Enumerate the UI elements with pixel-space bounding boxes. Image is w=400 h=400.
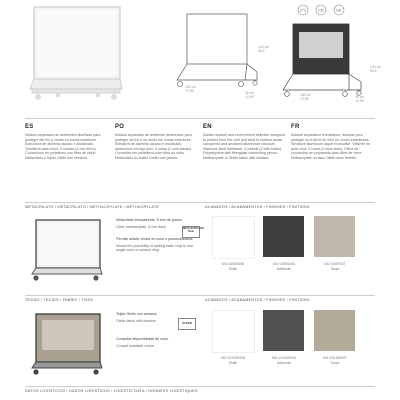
metacrilato-desc2: Permite añadir vinilos en color o personalizados. (116, 237, 194, 242)
logistic-header: DATOS LOGÍSTICOS / DADOS LOGÍSTICOS / LOGISTIC DATA / DONNÉES LOGISTIQUES (25, 389, 198, 393)
swatch-code: MO-V45ES00A (273, 262, 295, 266)
lang-en (203, 124, 285, 161)
swatch-code: MO-VO100E00B (221, 356, 245, 360)
swatch-name: White (228, 267, 238, 271)
swatch-bottom-white (212, 310, 255, 353)
product-image-fabric (30, 312, 110, 377)
cert-badges (293, 3, 363, 17)
swatch-name: Anthracite (276, 267, 292, 271)
lang-fr (291, 124, 375, 161)
lang-text: Module séparateur d'ambiance, dessiné pour protéger du froid et du vent en zones extérieures. Structure aluminium laqué et anodisé. Visserie en acier inox. 4 roues (2 avec frein). Pièce de connection en polyamide avec fibre de verre. Methacrylate ou tissu Olefin avec fenêtre. (291, 133, 371, 160)
lang-code: FR (291, 124, 300, 130)
metacrilato-desc1: Metacrilato transparente, 5 mm de grosor. (116, 218, 183, 222)
lang-code: PO (115, 124, 125, 130)
dim-depth-2: 38 cm 14,96" (355, 95, 365, 103)
dim-height-2: 140 cm 55,1" (370, 65, 382, 73)
divider-tejido (25, 295, 375, 296)
tejido-desc1: Tejido Olefin con ventana. (116, 312, 158, 316)
swatch-code: MO-V45ES00B (222, 262, 244, 266)
swatch-bottom-taupe (314, 310, 355, 351)
acabados-header-bottom: ACABADOS / ACABAMENTOS / FINISHES / FINITIONS (205, 298, 310, 302)
methacrylate-badge: METHACRYLATE 5mm (182, 226, 200, 238)
tejido-desc1-en: Olefin fabric with window. (116, 318, 157, 323)
swatch-top-white (212, 216, 255, 259)
lang-text: Módulo separador de ambientes diseñado para proteger del frío y viento en zonas exteriores. Estructura de aluminio lacado o anodizado. Tornillería acero inox. 4 ruedas (2 con freno). Conexiones en polietileno con fibra de vidrio. Metacrilato o Tejido Olefin con ventana. (25, 133, 101, 160)
tejido-desc2-en: Consult available colors. (116, 343, 155, 348)
ce-badge: CE (318, 7, 324, 13)
divider-top (25, 118, 375, 119)
metacrilato-desc1-en: Clear methacrylate, 5 mm thick. (116, 224, 167, 229)
product-image-methacrylate-hero (28, 3, 128, 105)
lang-code: EN (203, 124, 212, 130)
swatch-top-taupe (314, 216, 355, 257)
swatch-code: MO-VO100E00A (272, 356, 296, 360)
swatch-top-anthracite (263, 216, 304, 257)
swatch-name: White (228, 361, 238, 365)
eco-icon (300, 9, 306, 12)
ue-badge: UE (336, 7, 342, 13)
lang-es (25, 124, 107, 161)
metacrilato-header: METACRILATO / METACRILATO / METHACRYLATE / MÉTHACRYLATE (25, 205, 160, 209)
lang-po (115, 124, 197, 161)
dim-depth-1: 38 cm 14,96" (245, 91, 255, 99)
dim-height-1: 140 cm 55,1" (258, 45, 270, 53)
product-image-methacrylate (30, 218, 110, 283)
divider-metacrilato (25, 202, 375, 203)
dim-width-1: 180 cm 70,86" (185, 85, 197, 93)
swatch-name: Anthracite (276, 361, 292, 365)
tejido-desc2: Consultar disponibilidad de color. (116, 337, 169, 342)
divider-footer (25, 386, 375, 387)
lang-text: Módulo separador de ambiente desenhado para proteger do frio e do vento em zonas exteriores. Estrutura de alumínio lacado e anodizado. Acessórios em aço inox. 4 rodas (2 com travão). Conexões em polietileno com fibra de vidro. Metacrilato ou tecido Olefin com janela. (115, 133, 193, 160)
product-drawing-fabric (283, 20, 373, 105)
lang-text: Divider module and environment delimiter designed to protect from the cold and wind in outdoor areas. Lacquered and anodized aluminium structure. Stainless steel hardware. 4 wheels (2 with brake). Polyethylene with fiberglass connecting pieces. Methacrylate or Olefin fabric with window. (203, 133, 285, 160)
tejido-header: TEJIDO / TECIDO / FABRIC / TISSU (25, 298, 94, 302)
swatch-name: Taupe (330, 361, 340, 365)
olefin-badge: OLEFIN (178, 318, 196, 330)
swatch-bottom-anthracite (263, 310, 304, 351)
swatch-name: Taupe (330, 267, 340, 271)
metacrilato-desc2-en: Allows the possibility of adding basic vinyl in one single color or custom vinyl. (116, 243, 194, 253)
swatch-code: MO-V45ES00T (324, 262, 346, 266)
dim-width-2: 180 cm 70,86" (300, 93, 312, 101)
swatch-code: MO-VO100E00T (323, 356, 347, 360)
acabados-header-top: ACABADOS / ACABAMENTOS / FINISHES / FINITIONS (205, 205, 310, 209)
lang-code: ES (25, 124, 34, 130)
